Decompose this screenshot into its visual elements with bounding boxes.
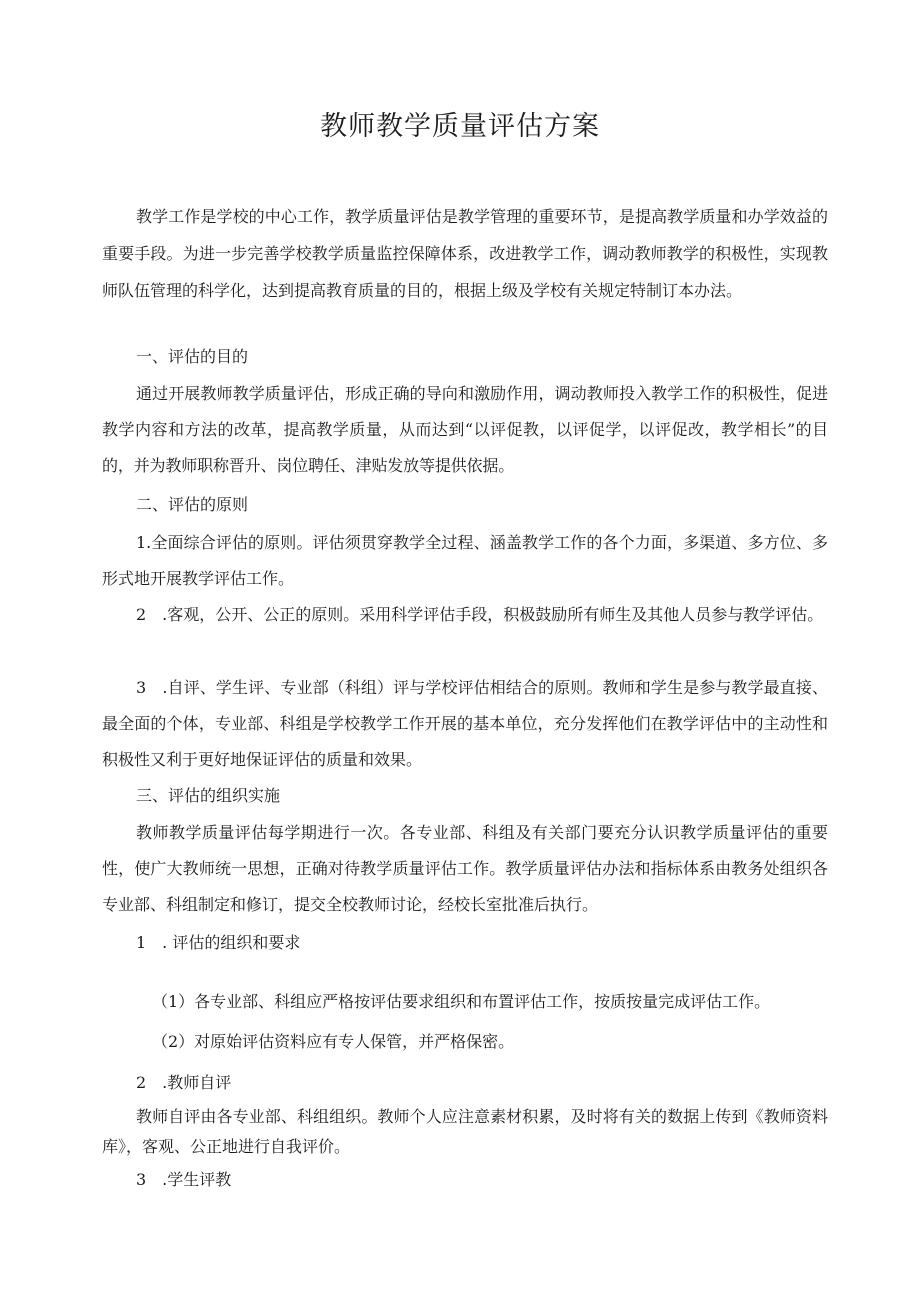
section-2-item-1: 1.全面综合评估的原则。评估须贯穿教学全过程、涵盖教学工作的各个力面，多渠道、多方位、多形式地开展教学评估工作。: [102, 533, 828, 588]
subsection-1-item-2: （2）对原始评估资料应有专人保管，并严格保密。: [152, 1032, 515, 1051]
subsection-2-heading: 2 .教师自评: [136, 1073, 232, 1092]
section-2-item-2: 2 .客观，公开、公正的原则。采用科学评估手段，积极鼓励所有师生及其他人员参与教学评估。: [136, 605, 824, 624]
section-1-body: 通过开展教师教学质量评估，形成正确的导向和激励作用，调动教师投入教学工作的积极性，促进教学内容和方法的改革，提高教学质量，从而达到“以评促教，以评促学，以评促改，教学相长”的目的，并为教师职称晋升、岗位聘任、津贴发放等提供依据。: [102, 384, 828, 475]
section-3-body: 教师教学质量评估每学期进行一次。各专业部、科组及有关部门要充分认识教学质量评估的重要性，使广大教师统一思想，正确对待教学质量评估工作。教学质量评估办法和指标体系由教务处组织各专业部、科组制定和修订，提交全校教师讨论，经校长室批准后执行。: [102, 823, 828, 914]
subsection-3-heading: 3 .学生评教: [136, 1170, 232, 1189]
page-title: 教师教学质量评估方案: [320, 111, 600, 142]
section-1-heading: 一、评估的目的: [136, 347, 249, 366]
section-2-item-3: 3 .自评、学生评、专业部（科组）评与学校评估相结合的原则。教师和学生是参与教学最直接、最全面的个体，专业部、科组是学校教学工作开展的基本单位，充分发挥他们在教学评估中的主动性和积极性又利于更好地保证评估的质量和效果。: [102, 678, 828, 769]
section-3-heading: 三、评估的组织实施: [136, 786, 281, 805]
subsection-1-item-1: （1）各专业部、科组应严格按评估要求组织和布置评估工作，按质按量完成评估工作。: [152, 992, 771, 1011]
intro-paragraph: 教学工作是学校的中心工作，教学质量评估是教学管理的重要环节，是提高教学质量和办学效益的重要手段。为进一步完善学校教学质量监控保障体系，改进教学工作，调动教师教学的积极性，实现教师队伍管理的科学化，达到提高教育质量的目的，根据上级及学校有关规定特制订本办法。: [102, 207, 828, 300]
section-2-heading: 二、评估的原则: [136, 495, 249, 514]
subsection-2-body: 教师自评由各专业部、科组组织。教师个人应注意素材积累，及时将有关的数据上传到《教师资料库》，客观、公正地进行自我评价。: [102, 1107, 828, 1156]
subsection-1-heading: 1 . 评估的组织和要求: [136, 933, 301, 952]
